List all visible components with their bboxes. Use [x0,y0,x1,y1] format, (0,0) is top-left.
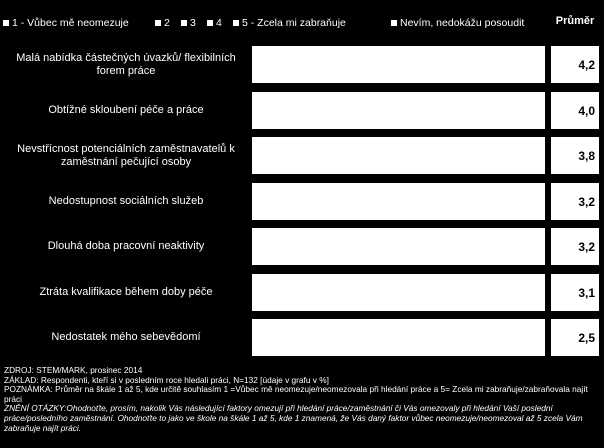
category-label-7: Nedostatek mého sebevědomí [51,331,201,343]
average-value-3: 3,8 [551,137,599,174]
footer-question-label: ZNĚNÍ OTÁZKY: [4,403,67,414]
average-value-2: 4,0 [551,92,599,129]
chart-footer [4,366,600,433]
average-header: Průměr [555,15,595,27]
bar-1 [252,46,545,83]
category-label-6: Ztráta kvalifikace během doby péče [39,286,213,298]
category-label-2: Obtížné skloubení péče a práce [48,104,204,116]
category-label-5: Dlouhá doba pracovní neaktivity [47,240,205,252]
average-value-5: 3,2 [551,228,599,265]
category-label-3: Nevstřícnost potenciálních zaměstnavatelů k zaměstnání pečující osoby [17,142,235,168]
bar-4 [252,183,545,220]
legend-label-4: 4 [216,17,222,29]
bar-7 [252,319,545,356]
bar-6 [252,274,545,311]
average-value-7: 2,5 [551,319,599,356]
legend-label-3: 3 [190,17,196,29]
bar-5 [252,228,545,265]
average-value-1: 4,2 [551,46,599,83]
footer-question-text: Ohodnoťte, prosím, nakolik Vás následující faktory omezují při hledání práce/zaměstnání či Vás omezovaly při hledání Vaší poslední práce/posledního zaměstnání. Ohodnoťte to jako ve škole na škále 1 až 5, kde 1 znamená, že Vás daný faktor vůbec neomezuje/neomezoval až 5 zcela Vám zabraňuje najít práci. [4,403,583,433]
footer-question [4,404,600,433]
legend-label-1: 1 - Vůbec mě neomezuje [12,17,129,29]
average-value-4: 3,2 [551,183,599,220]
legend-label-6: Nevím, nedokážu posoudit [400,17,525,29]
footer-base: ZÁKLAD: Respondenti, kteří si v posledním roce hledali práci, N=132 [údaje v grafu v %] [4,374,329,385]
bar-3 [252,137,545,174]
category-label-4: Nedostupnost sociálních služeb [48,195,204,207]
footer-source: ZDROJ: STEM/MARK, prosinec 2014 [4,365,143,375]
bar-2 [252,92,545,129]
footer-note: POZNÁMKA: Průměr na škále 1 až 5, kde určitě souhlasím 1 =Vůbec mě neomezuje/neomezovala při hledání práce a 5= Zcela mi zabraňuje/zabraňovala najít práci [4,384,588,404]
category-label-1: Malá nabídka částečných úvazků/ flexibilních forem práce [16,51,236,77]
legend-label-2: 2 [164,17,170,29]
legend-label-5: 5 - Zcela mi zabraňuje [242,17,346,29]
average-value-6: 3,1 [551,274,599,311]
